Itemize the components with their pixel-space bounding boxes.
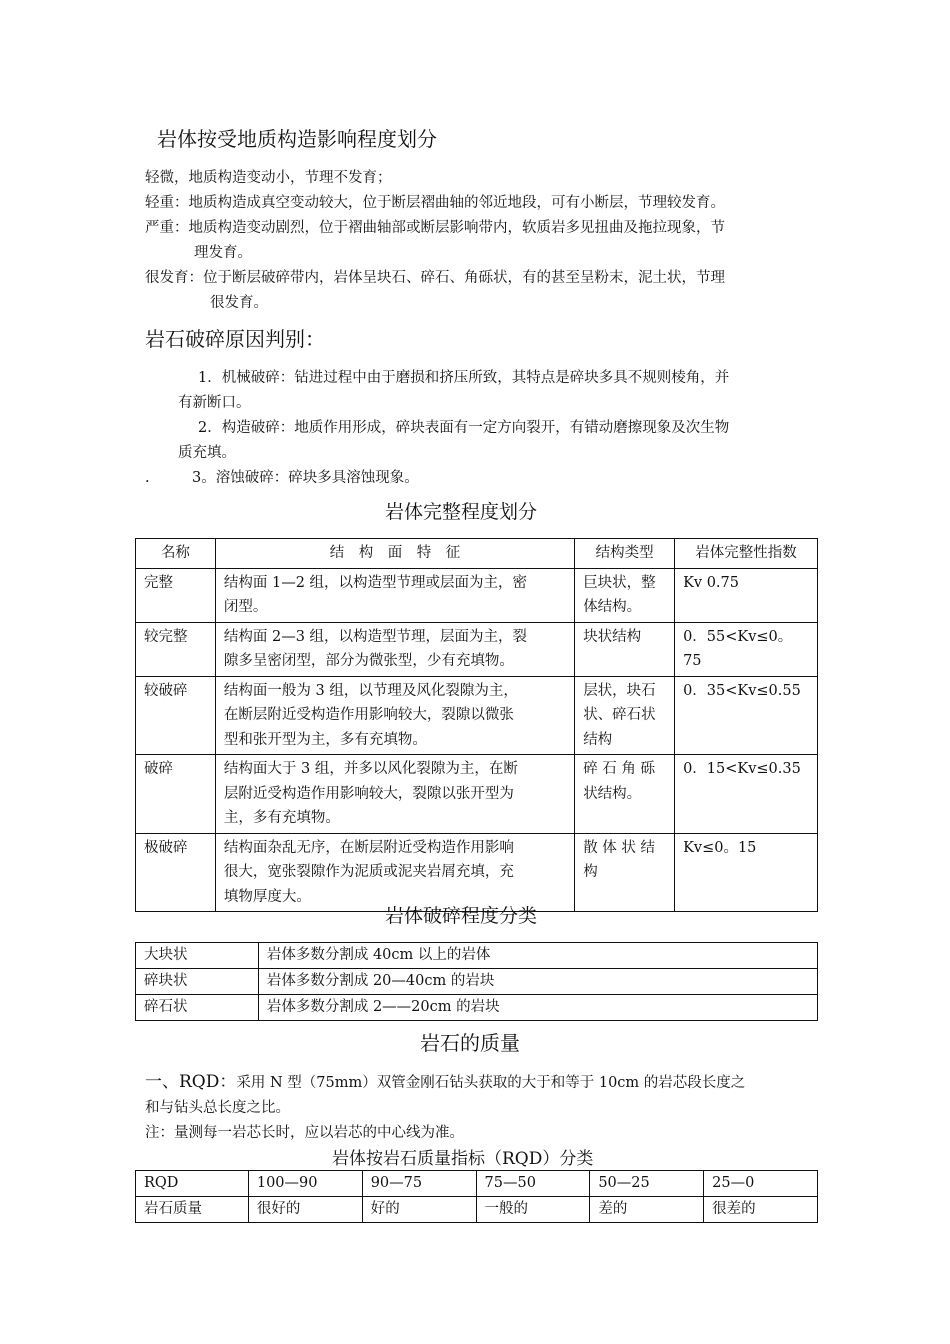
cell-integrity-index: Kv 0.75 <box>675 568 818 622</box>
cell-description: 岩体多数分割成 2——20cm 的岩块 <box>258 995 817 1021</box>
cell-rqd: RQD <box>136 1171 249 1197</box>
cell-name: 较破碎 <box>136 676 216 755</box>
cell-description: 岩体多数分割成 40cm 以上的岩体 <box>258 943 817 969</box>
section2-title: 岩石破碎原因判别： <box>145 327 325 351</box>
section3-title: 岩石的质量 <box>420 1031 520 1055</box>
table-header-row <box>136 539 818 569</box>
rqd-definition-cont: 和与钻头总长度之比。 <box>145 1100 290 1116</box>
section1-item-1: 轻微，地质构造变动小，节理不发育； <box>145 170 392 186</box>
table-row <box>136 1197 818 1223</box>
section1-item-2: 轻重：地质构造成真空变动较大，位于断层褶曲轴的邻近地段，可有小断层，节理较发育。 <box>145 195 725 211</box>
header-feature: 结 构 面 特 征 <box>215 539 574 569</box>
section1-title: 岩体按受地质构造影响程度划分 <box>157 127 437 151</box>
cell-quality: 很好的 <box>248 1197 362 1223</box>
cell-rqd: 90—75 <box>362 1171 476 1197</box>
cell-integrity-index: 0．55<Kv≤0。75 <box>675 622 818 676</box>
cell-category: 碎石状 <box>136 995 259 1021</box>
cell-feature: 结构面杂乱无序，在断层附近受构造作用影响 很大，宽张裂隙作为泥质或泥夹岩屑充填，充 填物厚度大。 <box>215 833 574 912</box>
section1-item-3-cont: 理发育。 <box>194 245 252 261</box>
table-row <box>136 943 818 969</box>
cell-structure-type: 散 体 状 结 构 <box>575 833 675 912</box>
cell-category: 大块状 <box>136 943 259 969</box>
section2-item-3-dot: . <box>145 470 150 486</box>
table-row <box>136 995 818 1021</box>
cell-feature: 结构面一般为 3 组，以节理及风化裂隙为主， 在断层附近受构造作用影响较大，裂隙以微张 型和张开型为主，多有充填物。 <box>215 676 574 755</box>
cell-integrity-index: 0．15<Kv≤0.35 <box>675 755 818 834</box>
cell-rqd: 50—25 <box>590 1171 704 1197</box>
cell-quality: 好的 <box>362 1197 476 1223</box>
section1-item-3: 严重：地质构造变动剧烈，位于褶曲轴部或断层影响带内，软质岩多见扭曲及拖拉现象，节 <box>145 220 725 236</box>
cell-rqd: 75—50 <box>476 1171 590 1197</box>
cell-structure-type: 碎 石 角 砾 状结构。 <box>575 755 675 834</box>
cell-category: 碎块状 <box>136 969 259 995</box>
table-row <box>136 568 818 622</box>
table-row <box>136 1171 818 1197</box>
cell-name: 极破碎 <box>136 833 216 912</box>
section2-item-2-cont: 质充填。 <box>178 445 236 461</box>
cell-rqd: 25—0 <box>704 1171 818 1197</box>
table-row <box>136 622 818 676</box>
rqd-label: 一、RQD： <box>145 1072 237 1092</box>
cell-description: 岩体多数分割成 20—40cm 的岩块 <box>258 969 817 995</box>
rqd-table <box>135 1170 818 1223</box>
cell-structure-type: 块状结构 <box>575 622 675 676</box>
cell-name: 较完整 <box>136 622 216 676</box>
table1-title: 岩体完整程度划分 <box>385 501 538 523</box>
cell-feature: 结构面 2—3 组，以构造型节理，层面为主，裂 隙多呈密闭型，部分为微张型，少有充填物。 <box>215 622 574 676</box>
cell-quality: 一般的 <box>476 1197 590 1223</box>
rqd-text: 采用 N 型（75mm）双管金刚石钻头获取的大于和等于 10cm 的岩芯段长度之 <box>236 1075 746 1091</box>
rqd-definition <box>145 1070 745 1096</box>
header-name: 名称 <box>136 539 216 569</box>
cell-quality: 很差的 <box>704 1197 818 1223</box>
cell-quality: 差的 <box>590 1197 704 1223</box>
rqd-note: 注：量测每一岩芯长时，应以岩芯的中心线为准。 <box>145 1125 464 1141</box>
cell-integrity-index: Kv≤0。15 <box>675 833 818 912</box>
table-row <box>136 969 818 995</box>
table2-title: 岩体破碎程度分类 <box>385 905 538 927</box>
table-row <box>136 676 818 755</box>
fragmentation-table <box>135 942 818 1021</box>
cell-feature: 结构面大于 3 组，并多以风化裂隙为主，在断 层附近受构造作用影响较大，裂隙以张开型为 主，多有充填物。 <box>215 755 574 834</box>
section1-item-4: 很发育：位于断层破碎带内，岩体呈块石、碎石、角砾状，有的甚至呈粉末，泥土状，节理 <box>145 270 725 286</box>
section2-item-1: 1．机械破碎：钻进过程中由于磨损和挤压所致，其特点是碎块多具不规则棱角，并 <box>198 370 730 386</box>
cell-structure-type: 巨块状，整 体结构。 <box>575 568 675 622</box>
cell-structure-type: 层状，块石 状、碎石状 结构 <box>575 676 675 755</box>
section2-item-1-cont: 有新断口。 <box>178 395 251 411</box>
table-row <box>136 755 818 834</box>
header-structure-type: 结构类型 <box>575 539 675 569</box>
cell-integrity-index: 0．35<Kv≤0.55 <box>675 676 818 755</box>
section2-item-2: 2．构造破碎：地质作用形成，碎块表面有一定方向裂开，有错动磨擦现象及次生物 <box>198 420 730 436</box>
cell-name: 完整 <box>136 568 216 622</box>
header-integrity-index: 岩体完整性指数 <box>675 539 818 569</box>
section2-item-3: 3。溶蚀破碎：碎块多具溶蚀现象。 <box>192 470 419 486</box>
section1-item-4-cont: 很发育。 <box>210 295 268 311</box>
table3-title: 岩体按岩石质量指标（RQD）分类 <box>332 1149 594 1169</box>
cell-quality: 岩石质量 <box>136 1197 249 1223</box>
cell-name: 破碎 <box>136 755 216 834</box>
integrity-table <box>135 538 818 912</box>
cell-feature: 结构面 1—2 组，以构造型节理或层面为主，密 闭型。 <box>215 568 574 622</box>
cell-rqd: 100—90 <box>248 1171 362 1197</box>
table-row <box>136 833 818 912</box>
